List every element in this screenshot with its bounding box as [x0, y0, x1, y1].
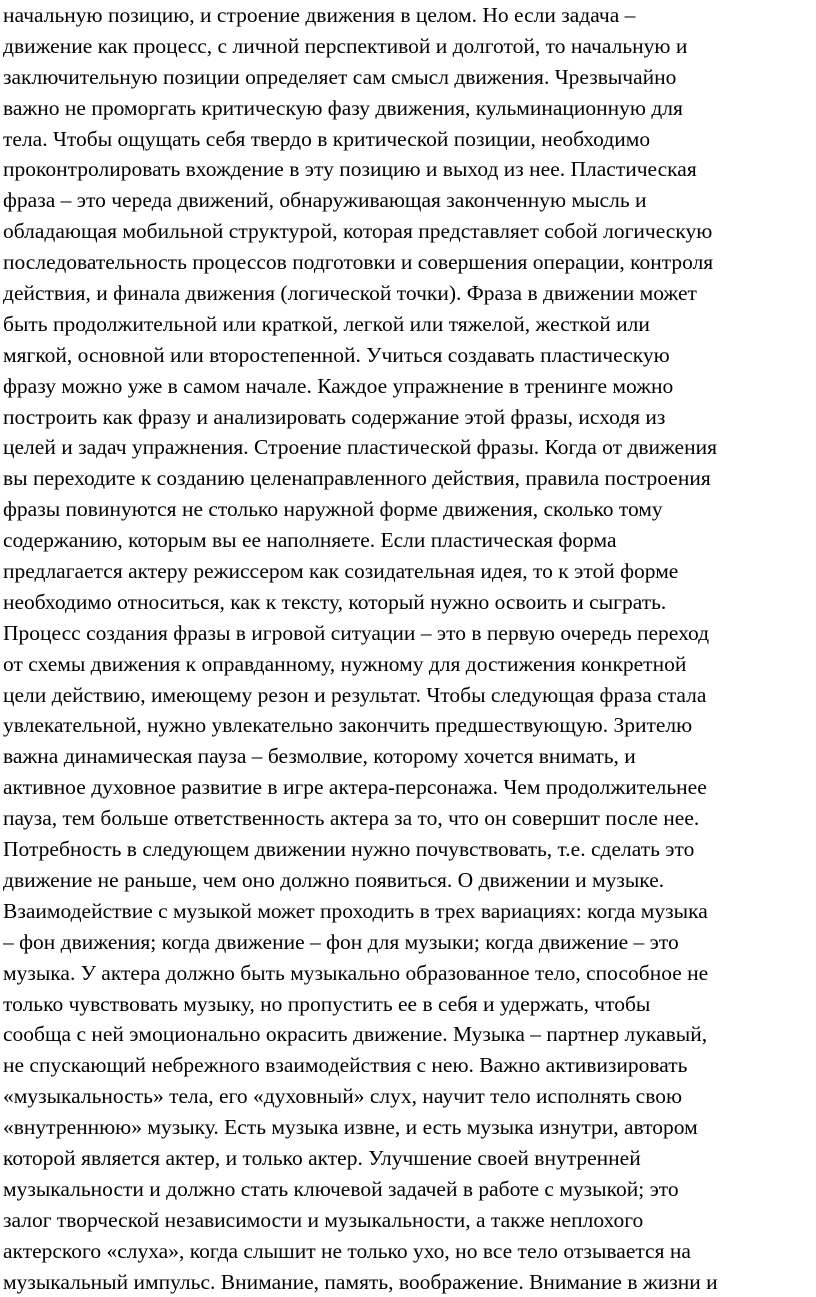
text-line: которой является актер, и только актер. Улучшение своей внутренней: [3, 1145, 641, 1170]
text-line: Процесс создания фразы в игровой ситуации – это в первую очередь переход: [3, 620, 710, 645]
text-line: «внутреннюю» музыку. Есть музыка извне, и есть музыка изнутри, автором: [3, 1115, 698, 1140]
text-line: фразу можно уже в самом начале. Каждое упражнение в тренинге можно: [3, 373, 674, 398]
text-line: музыка. У актера должно быть музыкально образованное тело, способное не: [3, 960, 709, 985]
text-line: важна динамическая пауза – безмолвие, которому хочется внимать, и: [3, 744, 636, 769]
text-line: сообща с ней эмоционально окрасить движение. Музыка – партнер лукавый,: [3, 1022, 708, 1047]
text-line: «музыкальность» тела, его «духовный» слух, научит тело исполнять свою: [3, 1084, 683, 1109]
text-line: движение как процесс, с личной перспективой и долготой, то начальную и: [3, 33, 688, 58]
text-line: заключительную позиции определяет сам смысл движения. Чрезвычайно: [3, 64, 677, 89]
text-line: увлекательной, нужно увлекательно закончить предшествующую. Зрителю: [3, 713, 693, 738]
text-line: пауза, тем больше ответственность актера за то, что он совершит после нее.: [3, 806, 700, 831]
text-line: предлагается актеру режиссером как созидательная идея, то к этой форме: [3, 559, 679, 584]
text-line: активное духовное развитие в игре актера-персонажа. Чем продолжительнее: [3, 775, 707, 800]
text-line: вы переходите к созданию целенаправленного действия, правила построения: [3, 466, 711, 491]
text-line: начальную позицию, и строение движения в целом. Но если задача –: [3, 3, 636, 27]
text-line: цели действию, имеющему резон и результат. Чтобы следующая фраза стала: [3, 682, 707, 707]
text-line: движение не раньше, чем оно должно появиться. О движении и музыке.: [3, 867, 665, 892]
text-line: только чувствовать музыку, но пропустить ее в себя и удержать, чтобы: [3, 991, 651, 1016]
text-line: последовательность процессов подготовки и совершения операции, контроля: [3, 250, 714, 275]
text-line: целей и задач упражнения. Строение пластической фразы. Когда от движения: [3, 435, 718, 460]
text-line: быть продолжительной или краткой, легкой или тяжелой, жесткой или: [3, 311, 650, 336]
text-line: фразы повинуются не столько наружной форме движения, сколько тому: [3, 497, 663, 522]
text-line: построить как фразу и анализировать содержание этой фразы, исходя из: [3, 404, 666, 429]
text-line: Потребность в следующем движении нужно почувствовать, т.е. сделать это: [3, 837, 695, 862]
text-line: обладающая мобильной структурой, которая представляет собой логическую: [3, 219, 713, 244]
text-line: действия, и финала движения (логической точки). Фраза в движении может: [3, 281, 697, 306]
text-line: не спускающий небрежного взаимодействия с нею. Важно активизировать: [3, 1053, 688, 1078]
text-line: важно не проморгать критическую фазу движения, кульминационную для: [3, 95, 683, 120]
text-line: актерского «слуха», когда слышит не только ухо, но все тело отзывается на: [3, 1238, 691, 1263]
text-line: залог творческой независимости и музыкальности, а также неплохого: [3, 1207, 644, 1232]
text-line: тела. Чтобы ощущать себя твердо в критической позиции, необходимо: [3, 126, 651, 151]
text-line: музыкальности и должно стать ключевой задачей в работе с музыкой; это: [3, 1176, 679, 1201]
text-line: – фон движения; когда движение – фон для музыки; когда движение – это: [3, 929, 679, 954]
text-line: мягкой, основной или второстепенной. Учиться создавать пластическую: [3, 342, 670, 367]
text-line: Взаимодействие с музыкой может проходить в трех вариациях: когда музыка: [3, 898, 708, 923]
text-line: фраза – это череда движений, обнаруживающая законченную мысль и: [3, 188, 647, 213]
body-paragraph: [3, 0, 808, 1297]
text-line: содержанию, которым вы ее наполняете. Если пластическая форма: [3, 528, 617, 553]
text-line: проконтролировать вхождение в эту позицию и выход из нее. Пластическая: [3, 157, 697, 182]
text-line: от схемы движения к оправданному, нужному для достижения конкретной: [3, 651, 687, 676]
text-line: музыкальный импульс. Внимание, память, воображение. Внимание в жизни и: [3, 1269, 718, 1294]
text-line: необходимо относиться, как к тексту, который нужно освоить и сыграть.: [3, 589, 667, 614]
